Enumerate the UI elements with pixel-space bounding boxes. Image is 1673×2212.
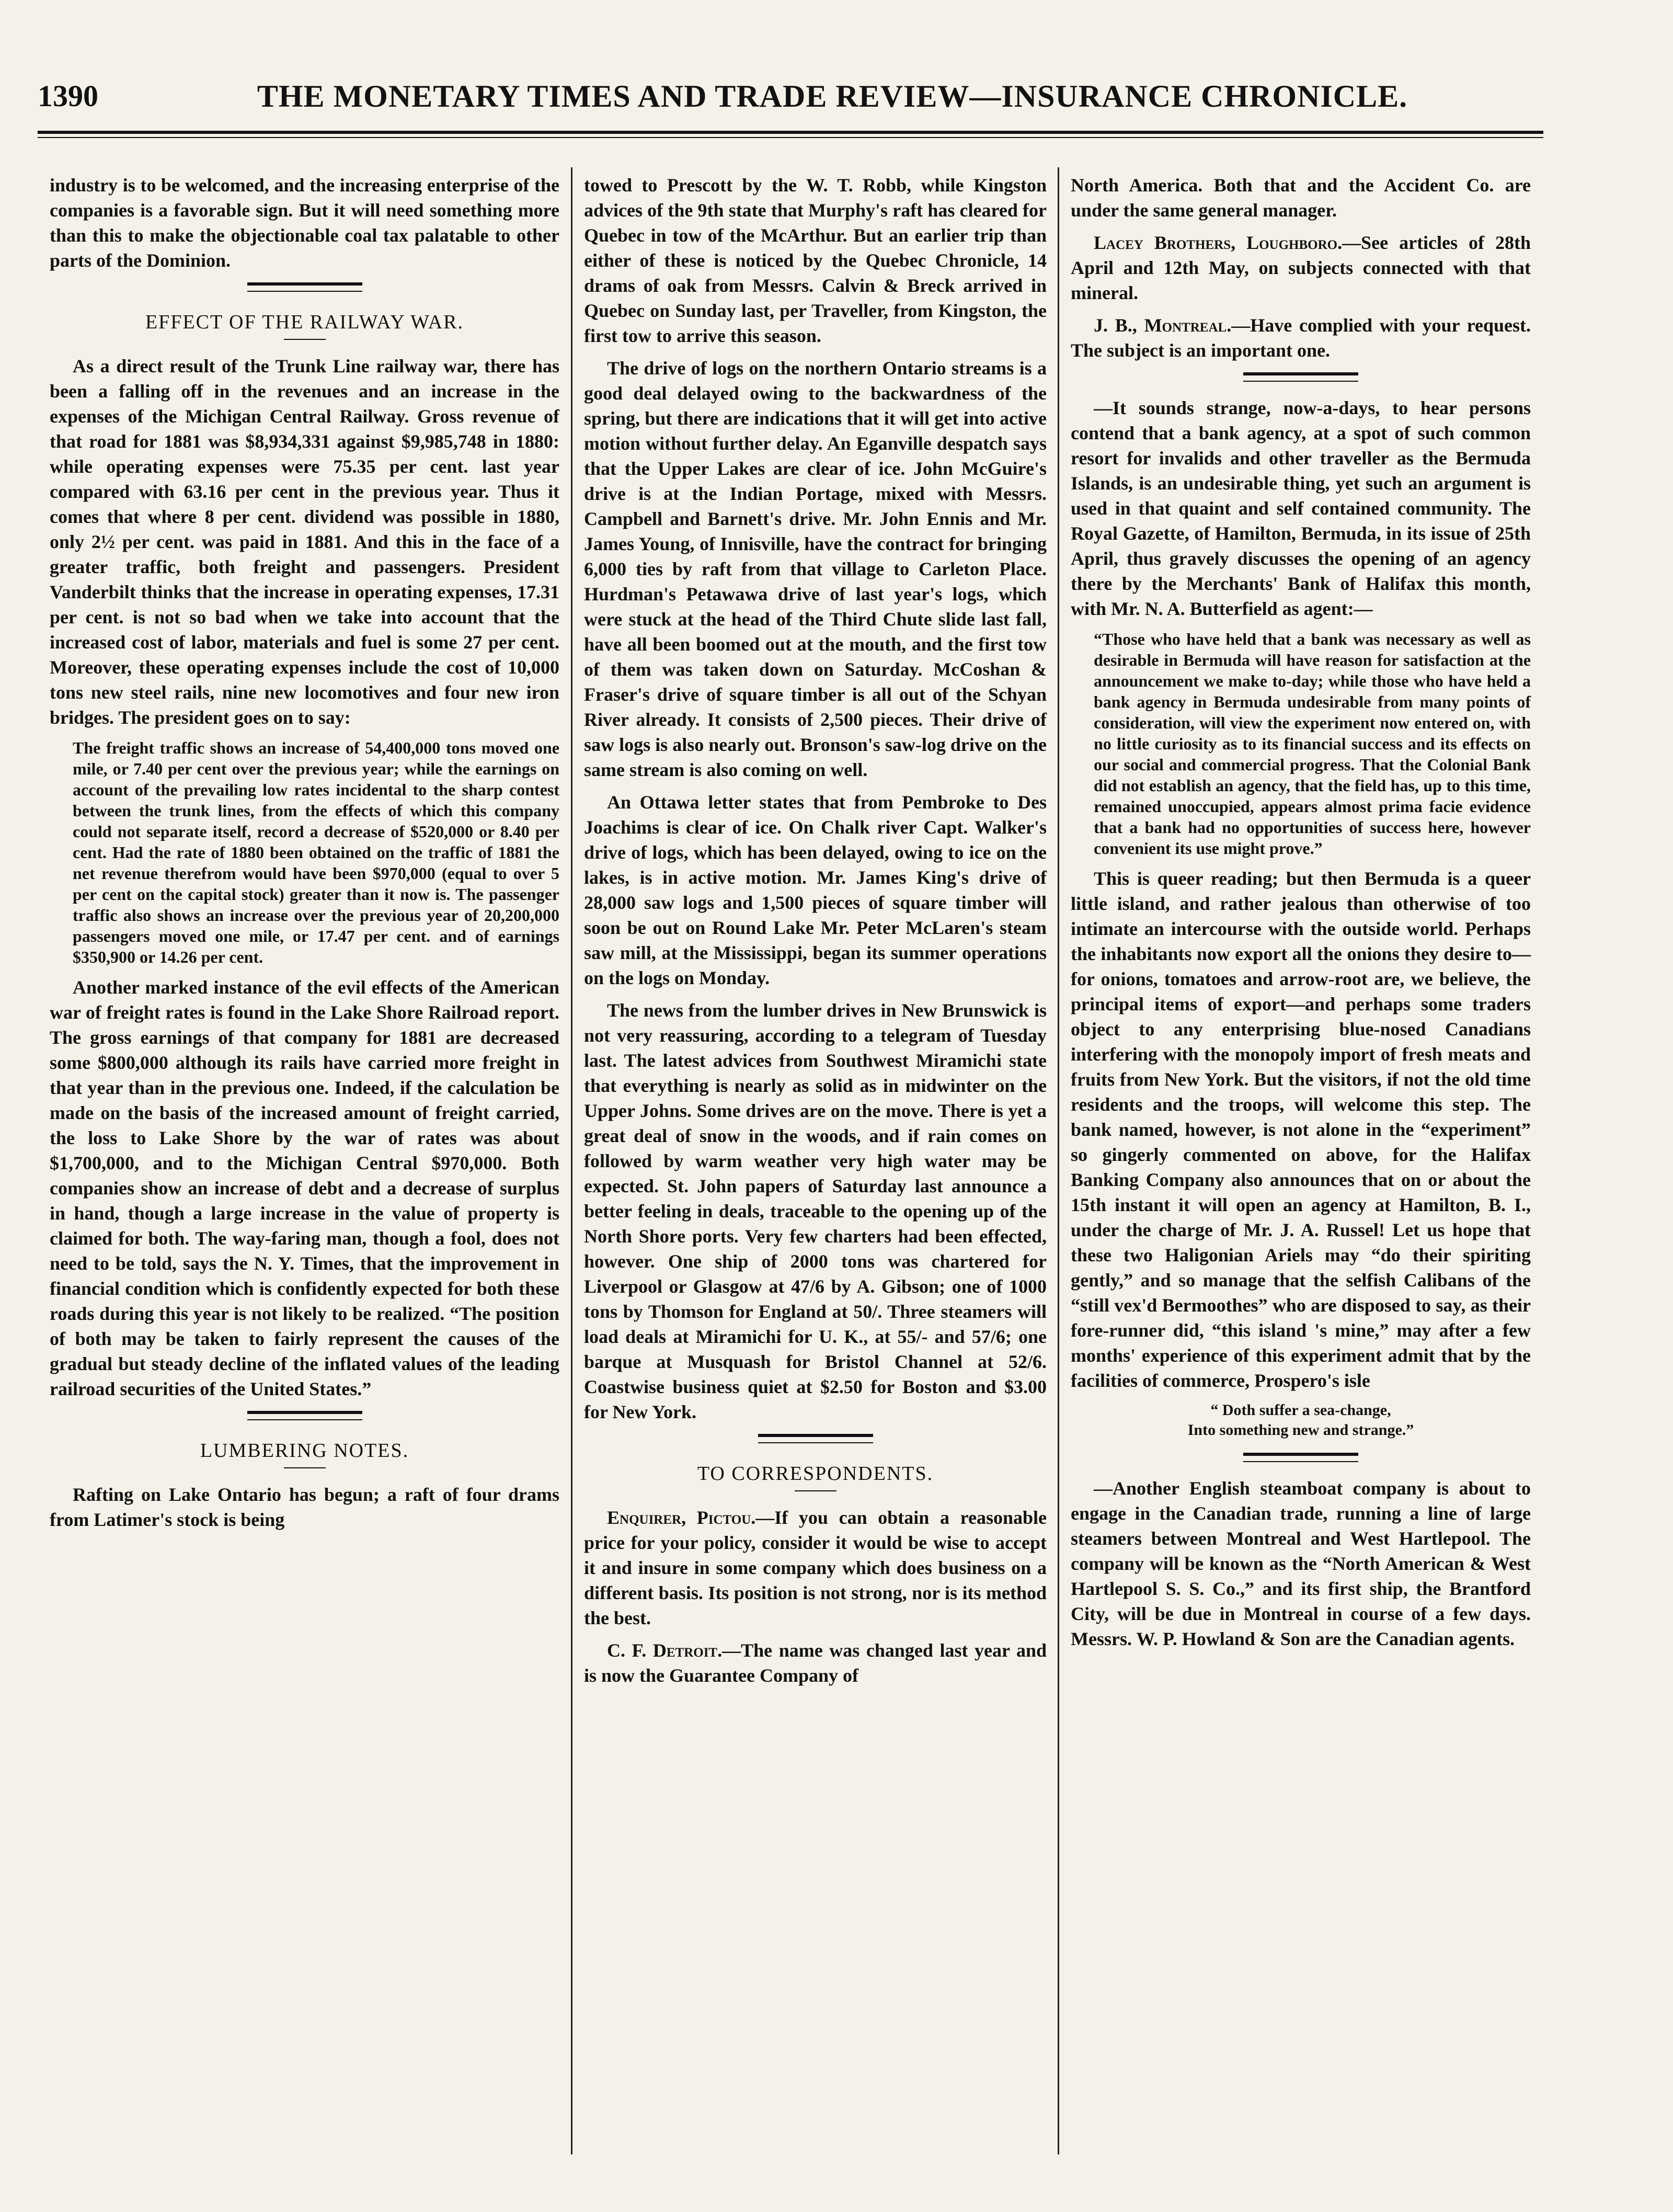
heading-correspondents: TO CORRESPONDENTS. (697, 1463, 934, 1485)
paragraph: —Another English steamboat company is about to engage in the Canadian trade, running a line of large steamers between Montreal and West Hartlepool. The company will be known as the “North American & West Hartlepool S. S. Co.,” and its first ship, the Brantford City, will be due in Montreal in course of a few days. Messrs. W. P. Howland & Son are the Canadian agents. (1071, 1478, 1531, 1649)
paragraph: Rafting on Lake Ontario has begun; a raft of four drams from Latimer's stock is being (50, 1484, 559, 1530)
block-quote: The freight traffic shows an increase of 54,400,000 tons moved one mile, or 7.40 per cent over the previous year; while the earnings on account of the prevailing low rates incidental to the sharp contest between the trunk lines, from the effects of which this company could not separate itself, record a decrease of $520,000 or 8.40 per cent. Had the rate of 1880 been obtained on the traffic of 1881 the net revenue therefrom would have been $970,000 (equal to over 5 per cent on the capital stock) greater than it now is. The passenger traffic also shows an increase over the previous year of 20,200,000 passengers moved one mile, or 17.47 per cent. and of earnings $350,900 or 14.26 per cent. (73, 738, 559, 966)
section-divider-thin (247, 291, 362, 292)
paper-title: THE MONETARY TIMES AND TRADE REVIEW—INSURANCE CHRONICLE. (257, 79, 1408, 113)
section-divider-thin (1243, 1461, 1358, 1462)
correspondent-reply: —See articles of 28th April and 12th May, on subjects connected with that mineral. (1071, 232, 1531, 303)
block-quote: “Those who have held that a bank was necessary as well as desirable in Bermuda will have reason for satisfaction at the announcement we make to-day; while those who have held a bank agency in Bermuda undesirable from many points of consideration, will view the experiment now entered on, with no little curiosity as to its financial success and its effects on our social and commercial progress. That the Colonial Bank did not establish an agency, that the field has, up to this time, remained unoccupied, appears almost prima facie evidence that a bank had no opportunities of success here, however convenient its use might prove.” (1094, 630, 1531, 858)
column-1 (50, 173, 559, 1540)
column-3 (1071, 173, 1531, 1659)
section-divider (247, 282, 362, 286)
page-number: 1390 (38, 79, 98, 113)
column-divider-2 (1058, 167, 1059, 2154)
paragraph: Another marked instance of the evil effects of the American war of freight rates is found in the Lake Shore Railroad report. The gross earnings of that company for 1881 are decreased some $800,000 although its rails have carried more freight in that year than in the previous one. Indeed, if the calculation be made on the basis of the increased amount of freight carried, the loss to Lake Shore by the war of rates was about $1,700,000, and to the Michigan Central $970,000. Both companies show an increase of debt and a decrease of surplus in hand, though a large increase in the value of property is claimed for both. The way-faring man, though a fool, does not need to be told, says the N. Y. Times, that the improvement in financial condition which is confidently expected for both these roads during this year is not likely to be realized. “The position of both may be taken to fairly represent the causes of the gradual but steady decline of the inflated values of the leading railroad securities of the United States.” (50, 977, 559, 1399)
paragraph: The news from the lumber drives in New Brunswick is not very reassuring, according to a telegram of Tuesday last. The latest advices from Southwest Miramichi state that everything is nearly as solid as in midwinter on the Upper Johns. Some drives are on the move. There is yet a great deal of snow in the woods, and if rain comes on followed by warm weather very high water may be expected. St. John papers of Saturday last announce a better feeling in deals, traceable to the opening up of the North Shore ports. Very few charters had been effected, however. One ship of 2000 tons was chartered for Liverpool or Glasgow at 47/6 by A. Gibson; one of 1000 tons by Thomson for England at 50/. Three steamers will load deals at Miramichi for U. K., at 55/- and 57/6; one barque at Musquash for Bristol Channel at 52/6. Coastwise business quiet at $2.50 for Boston and $3.00 for New York. (584, 1000, 1047, 1422)
section-divider-thin (758, 1442, 873, 1443)
masthead-rule (38, 131, 1543, 134)
section-divider-thin (1243, 381, 1358, 382)
paragraph: industry is to be welcomed, and the increasing enterprise of the companies is a favorable sign. But it will need something more than this to make the objectionable coal tax palatable to other parts of the Dominion. (50, 175, 559, 271)
masthead (38, 78, 1543, 126)
heading-railway-war: EFFECT OF THE RAILWAY WAR. (145, 311, 464, 333)
paragraph: The drive of logs on the northern Ontario streams is a good deal delayed owing to the backwardness of the spring, but there are indications that it will get into active motion without further delay. An Eganville despatch says that the Upper Lakes are clear of ice. John McGuire's drive is at the Indian Portage, mixed with Messrs. Campbell and Barnett's drive. Mr. John Ennis and Mr. James Young, of Innisville, have the contract for bringing 6,000 ties by raft from that village to Carleton Place. Hurdman's Petawawa drive of last year's logs, which were stuck at the head of the Third Chute slide last fall, have all been boomed out at the mouth, and the first tow of them was taken down on Saturday. McCoshan & Fraser's drive of square timber is all out of the Schyan River already. It consists of 2,500 pieces. Their drive of saw logs is also nearly out. Bronson's saw-log drive on the same stream is also coming on well. (584, 358, 1047, 780)
correspondent-note (584, 1638, 1047, 1688)
heading-underline (795, 1490, 836, 1491)
heading-lumbering-notes: LUMBERING NOTES. (200, 1440, 409, 1462)
masthead-rule-thin (38, 137, 1543, 138)
correspondent-note (1071, 313, 1531, 363)
verse-line: Into something new and strange.” (1187, 1421, 1414, 1439)
heading-underline (284, 339, 326, 340)
section-divider (758, 1434, 873, 1437)
paragraph: This is queer reading; but then Bermuda is a queer little island, and rather jealous than otherwise of too intimate an intercourse with the outside world. Perhaps the inhabitants now export all the onions they desire to—for onions, tomatoes and arrow-root are, we believe, the principal items of export—and perhaps some traders object to any enterprising blue-nosed Canadians interfering with the monopoly import of fresh meats and fruits from New York. But the visitors, if not the old time residents and the troops, will welcome this step. The bank named, however, is not alone in the “experiment” so gingerly commented on above, for the Halifax Banking Company also announces that on or about the 15th instant it will open an agency at Hamilton, B. I., under the charge of Mr. J. A. Russel! Let us hope that these two Haligonian Ariels may “do their spiriting gently,” and so manage that the selfish Calibans of the “still vex'd Bermoothes” who are disposed to say, as their fore-runner did, “this island 's mine,” may after a few months' experience of this experiment admit that by the facilities of commerce, Prospero's isle (1071, 868, 1531, 1391)
section-divider (247, 1411, 362, 1414)
paragraph: North America. Both that and the Accident Co. are under the same general manager. (1071, 175, 1531, 221)
correspondent-name: Enquirer, Pictou. (607, 1507, 756, 1528)
paragraph: An Ottawa letter states that from Pembroke to Des Joachims is clear of ice. On Chalk river Capt. Walker's drive of logs, which has been delayed, owing to ice on the lakes, is in active motion. Mr. James King's drive of 28,000 saw logs and 1,500 pieces of square timber will soon be out on Round Lake Mr. Peter McLaren's steam saw mill, at the Mississippi, began its summer operations on the logs on Monday. (584, 792, 1047, 988)
correspondent-reply: —If you can obtain a reasonable price for your policy, consider it would be wise to accept it and insure in some company which does business on a different basis. Its position is not strong, nor is its method the best. (584, 1507, 1047, 1628)
correspondent-note (1071, 230, 1531, 305)
heading-underline (284, 1467, 326, 1468)
column-2 (584, 173, 1047, 1695)
correspondent-name: C. F. Detroit. (607, 1640, 723, 1661)
correspondent-reply: —The name was changed last year and is now the Guarantee Company of (584, 1640, 1047, 1686)
paragraph: towed to Prescott by the W. T. Robb, while Kingston advices of the 9th state that Murphy's raft has cleared for Quebec in tow of the McArthur. But an earlier trip than either of these is noticed by the Quebec Chronicle, 14 drams of oak from Messrs. Calvin & Breck arrived in Quebec on Sunday last, per Traveller, from Kingston, the first tow to arrive this season. (584, 175, 1047, 346)
verse-quote (1071, 1400, 1531, 1440)
section-divider (1243, 1453, 1358, 1456)
section-divider-thin (247, 1419, 362, 1420)
section-divider (1243, 372, 1358, 375)
paragraph: As a direct result of the Trunk Line railway war, there has been a falling off in the revenues and an increase in the expenses of the Michigan Central Railway. Gross revenue of that road for 1881 was $8,934,331 against $9,985,748 in 1880: while operating expenses were 75.35 per cent. last year compared with 63.16 per cent in the previous year. Thus it comes that where 8 per cent. dividend was possible in 1880, only 2½ per cent. was paid in 1881. And this in the face of a greater traffic, both freight and passengers. President Vanderbilt thinks that the increase in operating expenses, 17.31 per cent. is not so bad when we take into account that the increased cost of labor, materials and fuel is some 27 per cent. Moreover, these operating expenses include the cost of 10,000 tons new steel rails, nine new locomotives and four new iron bridges. The president goes on to say: (50, 356, 559, 728)
correspondent-reply: —Have complied with your request. The subject is an important one. (1071, 315, 1531, 361)
column-divider-1 (571, 167, 572, 2154)
paragraph: —It sounds strange, now-a-days, to hear persons contend that a bank agency, at a spot of such common resort for invalids and other traveller as the Bermuda Islands, is an undesirable thing, yet such an argument is used in that quaint and self contained community. The Royal Gazette, of Hamilton, Bermuda, in its issue of 25th April, thus gravely discusses the opening of an agency there by the Merchants' Bank of Halifax this month, with Mr. N. A. Butterfield as agent:— (1071, 397, 1531, 619)
correspondent-note (584, 1505, 1047, 1631)
verse-line: “ Doth suffer a sea-change, (1210, 1401, 1391, 1419)
correspondent-name: J. B., Montreal. (1094, 315, 1232, 336)
correspondent-name: Lacey Brothers, Loughboro. (1094, 232, 1343, 253)
